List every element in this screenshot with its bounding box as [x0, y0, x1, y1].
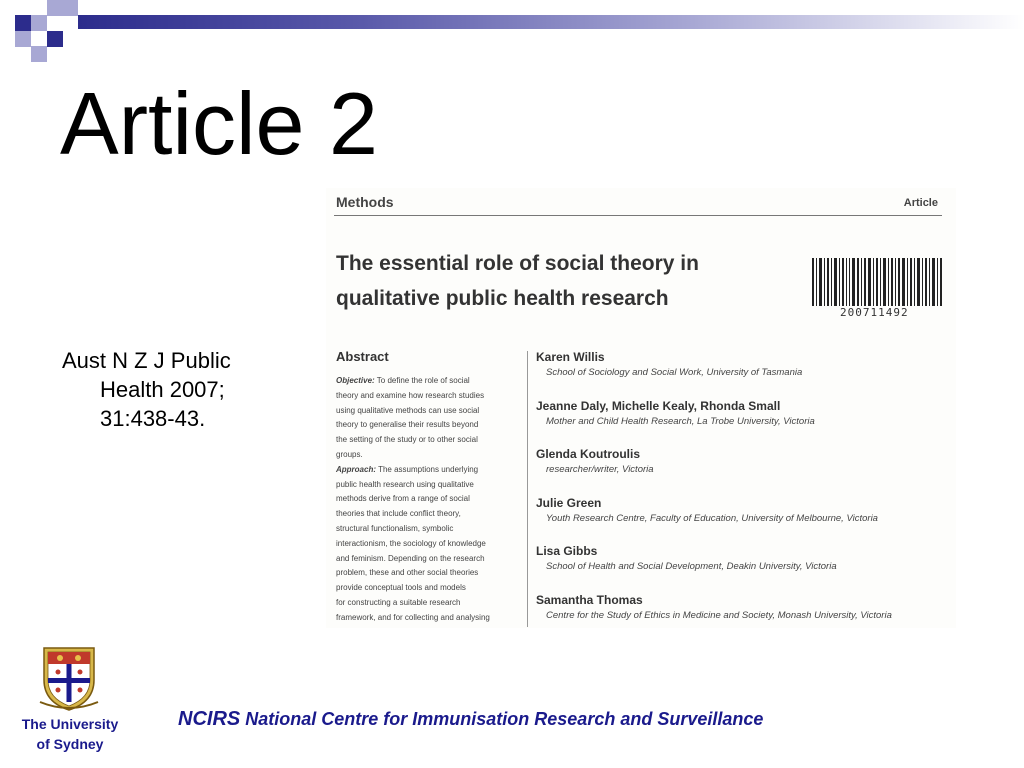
article-type-label: Article [903, 197, 938, 209]
decor-square [47, 31, 63, 47]
citation-line: Health 2007; [100, 377, 225, 402]
article-section-label: Methods [336, 194, 394, 210]
abstract-line: The assumptions underlying [378, 464, 479, 474]
author-entry [536, 495, 946, 544]
abstract-line: interactionism, the sociology of knowledge [336, 538, 486, 548]
header-rule [334, 215, 942, 216]
author-entry [536, 446, 946, 495]
article-title-line: The essential role of social theory in [336, 252, 699, 275]
author-affiliation: School of Sociology and Social Work, University of Tasmania [546, 367, 803, 378]
abstract-line: groups. [336, 449, 363, 459]
author-affiliation: School of Health and Social Development, Deakin University, Victoria [546, 561, 837, 572]
author-affiliation: Mother and Child Health Research, La Trobe University, Victoria [546, 415, 815, 427]
author-entry [536, 398, 946, 447]
abstract-line: framework, and for collecting and analysing [336, 612, 490, 622]
abstract-line: for constructing a suitable research [336, 597, 461, 607]
citation [62, 346, 292, 433]
author-affiliation: Youth Research Centre, Faculty of Education, University of Melbourne, Victoria [546, 512, 878, 524]
university-crest-icon [36, 644, 102, 712]
author-affiliation: researcher/writer, Victoria [546, 464, 654, 475]
abstract-line: theory to generalise their results beyond [336, 420, 479, 430]
author-name: Samantha Thomas [536, 592, 643, 607]
abstract-line: methods derive from a range of social [336, 494, 470, 504]
barcode-icon [812, 258, 942, 306]
decor-square [15, 15, 31, 31]
centre-acronym: NCIRS [178, 708, 241, 730]
author-name: Julie Green [536, 495, 602, 510]
citation-line: 31:438-43. [100, 406, 206, 431]
abstract-line: theories that include conflict theory, [336, 509, 461, 519]
author-name: Karen Willis [536, 350, 605, 364]
abstract-line: structural functionalism, symbolic [336, 523, 454, 533]
university-name-line: of Sydney [36, 736, 104, 752]
abstract-line: provide conceptual tools and models [336, 583, 466, 593]
abstract-objective-label: Objective: [336, 376, 375, 385]
article-title [336, 246, 776, 316]
author-name: Jeanne Daly, Michelle Kealy, Rhonda Small [536, 398, 781, 413]
author-list [536, 349, 946, 628]
abstract-line: using qualitative methods can use social [336, 405, 480, 415]
centre-name: National Centre for Immunisation Research and Surveillance [245, 709, 764, 729]
author-name: Lisa Gibbs [536, 544, 598, 558]
abstract-line: problem, these and other social theories [336, 568, 479, 578]
top-decoration-bar [78, 15, 1024, 29]
barcode-number: 200711492 [840, 306, 909, 319]
abstract-body [336, 374, 521, 626]
abstract-heading: Abstract [336, 349, 389, 364]
abstract-line: theory and examine how research studies [336, 390, 485, 400]
decor-square [62, 0, 78, 16]
author-entry [536, 349, 946, 398]
article-title-line: qualitative public health research [336, 287, 669, 310]
slide-title: Article 2 [60, 74, 378, 173]
article-scan [326, 188, 956, 628]
decor-square [15, 31, 31, 47]
university-name-line: The University [21, 716, 119, 732]
author-name: Glenda Koutroulis [536, 447, 641, 461]
citation-line: Aust N Z J Public [62, 348, 231, 373]
abstract-line: public health research using qualitative [336, 479, 474, 489]
decor-square [31, 15, 47, 31]
abstract-line: the setting of the study or to other social [336, 435, 478, 445]
author-entry [536, 543, 946, 592]
abstract-approach-label: Approach: [336, 464, 376, 474]
column-divider [527, 351, 528, 627]
author-affiliation: Centre for the Study of Ethics in Medicine and Society, Monash University, Victoria [546, 609, 892, 621]
decor-square [47, 0, 63, 16]
author-entry [536, 592, 946, 629]
decor-square [31, 46, 47, 62]
abstract-line: To define the role of social [376, 376, 470, 385]
university-name [4, 714, 136, 754]
footer-centre [178, 708, 763, 731]
abstract-line: and feminism. Depending on the research [336, 553, 485, 563]
